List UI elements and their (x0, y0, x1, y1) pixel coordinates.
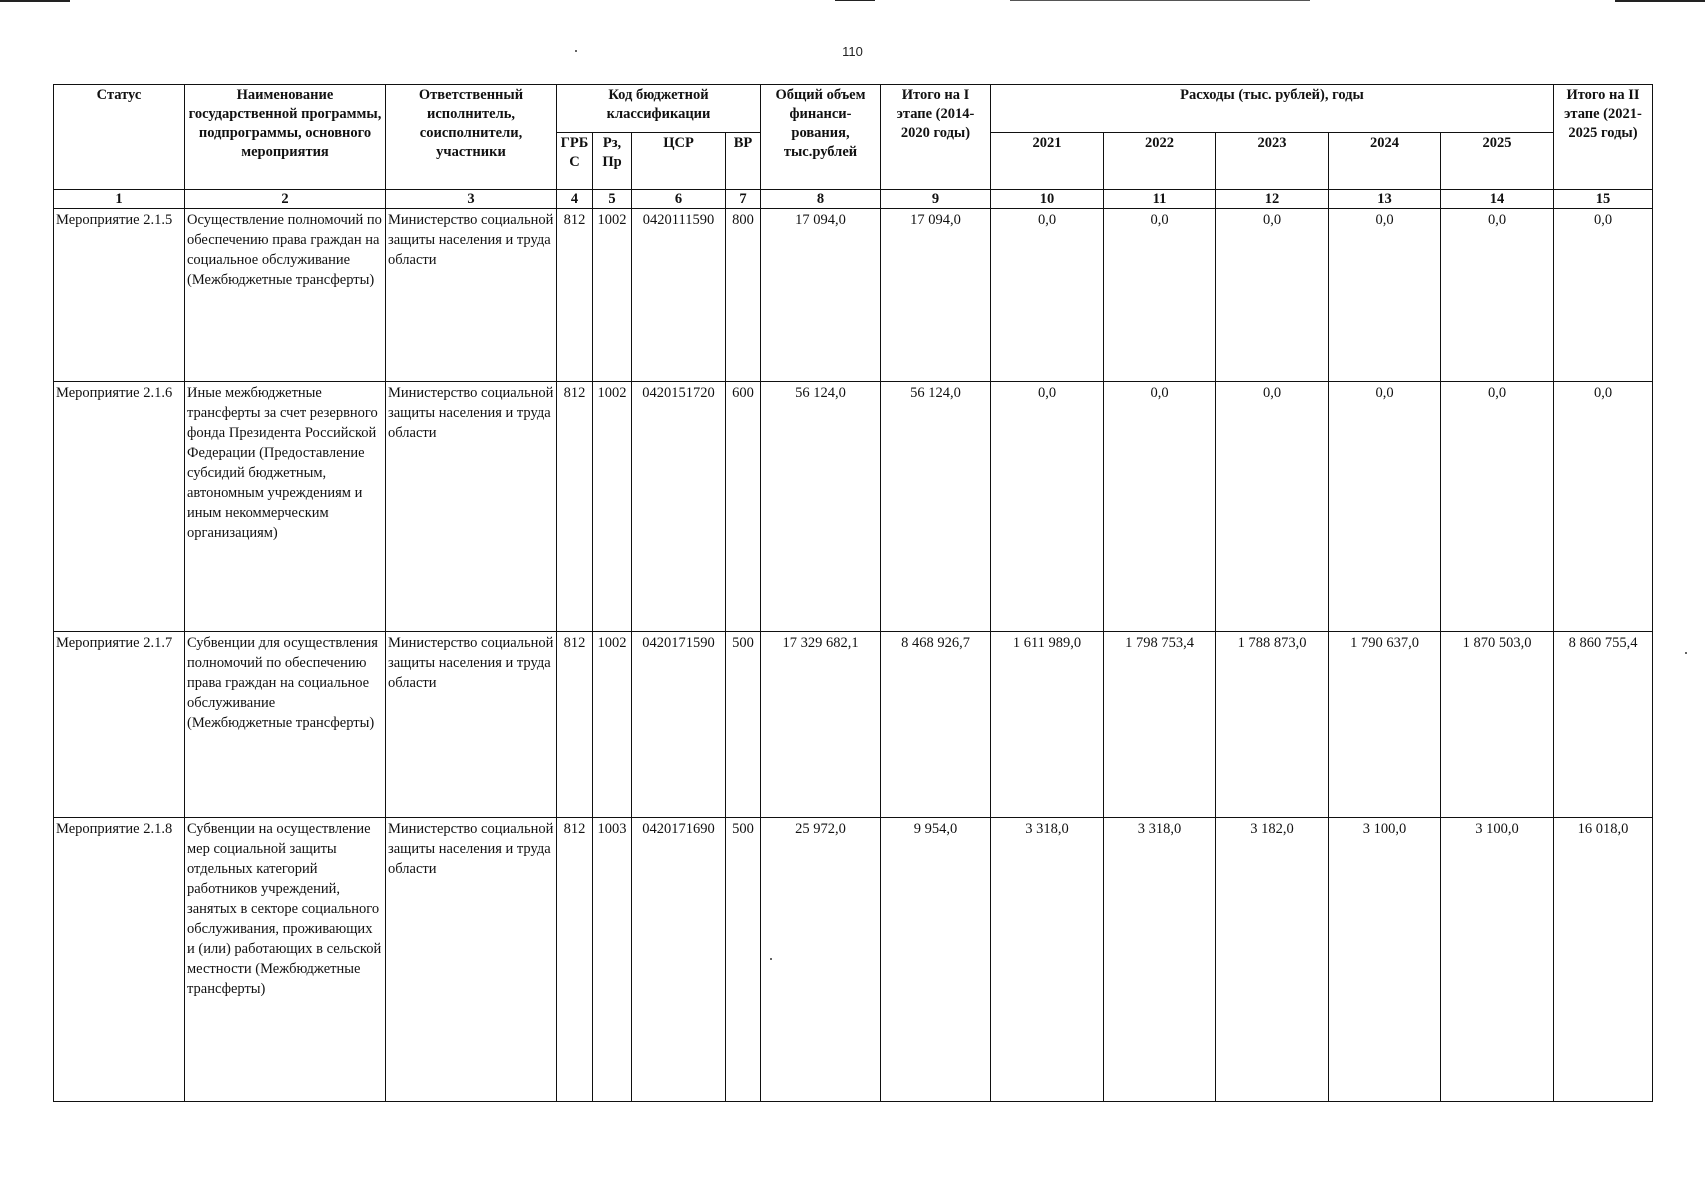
row-name: Субвенции на осуществление мер социальной защиты отдельных категорий работников учреждений, занятых в секторе социального обслуживания, проживающих и (или) работающих в сельской местности (Межбюджетные трансферты) (185, 818, 386, 1102)
row-total: 25 972,0 (761, 818, 881, 1102)
header-vr: ВР (726, 133, 761, 190)
table-row-2-1-5 (54, 209, 1653, 382)
row-total: 56 124,0 (761, 382, 881, 632)
header-year-2025: 2025 (1441, 133, 1554, 190)
row-status: Мероприятие 2.1.7 (54, 632, 185, 818)
row-vr: 500 (726, 632, 761, 818)
column-number: 2 (185, 190, 386, 209)
row-grbs: 812 (557, 632, 593, 818)
header-stage2: Итого на II этапе (2021- 2025 годы) (1554, 85, 1653, 190)
column-number: 8 (761, 190, 881, 209)
row-stage2: 0,0 (1554, 209, 1653, 382)
row-grbs: 812 (557, 209, 593, 382)
column-number: 3 (386, 190, 557, 209)
row-2023: 0,0 (1216, 209, 1329, 382)
row-grbs: 812 (557, 382, 593, 632)
row-2024: 0,0 (1329, 209, 1441, 382)
column-number: 5 (593, 190, 632, 209)
header-name: Наименование государственной программы, подпрограммы, основного мероприятия (185, 85, 386, 190)
row-responsible: Министерство социальной защиты населения и труда области (386, 382, 557, 632)
header-year-2023: 2023 (1216, 133, 1329, 190)
scan-edge-line-right (1010, 0, 1310, 1)
row-2025: 1 870 503,0 (1441, 632, 1554, 818)
scan-speck (1685, 652, 1687, 654)
column-number: 7 (726, 190, 761, 209)
row-stage2: 8 860 755,4 (1554, 632, 1653, 818)
table-row-2-1-7 (54, 632, 1653, 818)
row-2025: 3 100,0 (1441, 818, 1554, 1102)
row-2023: 1 788 873,0 (1216, 632, 1329, 818)
table-row-2-1-8 (54, 818, 1653, 1102)
row-2022: 0,0 (1104, 209, 1216, 382)
row-2025: 0,0 (1441, 209, 1554, 382)
row-vr: 500 (726, 818, 761, 1102)
page-number: 110 (842, 44, 863, 59)
row-status: Мероприятие 2.1.5 (54, 209, 185, 382)
row-2024: 1 790 637,0 (1329, 632, 1441, 818)
row-csr: 0420171690 (632, 818, 726, 1102)
row-2021: 0,0 (991, 382, 1104, 632)
header-expenses: Расходы (тыс. рублей), годы (991, 85, 1554, 133)
header-stage1: Итого на I этапе (2014-2020 годы) (881, 85, 991, 190)
row-csr: 0420171590 (632, 632, 726, 818)
row-rzpr: 1002 (593, 209, 632, 382)
column-number-row (54, 190, 1653, 209)
row-2022: 0,0 (1104, 382, 1216, 632)
header-year-2024: 2024 (1329, 133, 1441, 190)
column-number: 14 (1441, 190, 1554, 209)
header-year-2021: 2021 (991, 133, 1104, 190)
row-2022: 1 798 753,4 (1104, 632, 1216, 818)
scan-edge-line-center (835, 0, 875, 1)
row-2022: 3 318,0 (1104, 818, 1216, 1102)
row-total: 17 329 682,1 (761, 632, 881, 818)
row-rzpr: 1002 (593, 632, 632, 818)
row-2025: 0,0 (1441, 382, 1554, 632)
row-2021: 0,0 (991, 209, 1104, 382)
header-grbs: ГРБ С (557, 133, 593, 190)
row-status: Мероприятие 2.1.6 (54, 382, 185, 632)
row-responsible: Министерство социальной защиты населения и труда области (386, 818, 557, 1102)
row-grbs: 812 (557, 818, 593, 1102)
row-status: Мероприятие 2.1.8 (54, 818, 185, 1102)
header-responsible: Ответственный исполнитель, соисполнители, участники (386, 85, 557, 190)
row-name: Иные межбюджетные трансферты за счет резервного фонда Президента Российской Федерации (Предоставление субсидий бюджетным, автономным учреждениям и иным некоммерческим организациям) (185, 382, 386, 632)
header-budget-code: Код бюджетной классификации (557, 85, 761, 133)
row-stage2: 0,0 (1554, 382, 1653, 632)
row-responsible: Министерство социальной защиты населения и труда области (386, 632, 557, 818)
row-stage1: 56 124,0 (881, 382, 991, 632)
row-name: Осуществление полномочий по обеспечению права граждан на социальное обслуживание (Межбюджетные трансферты) (185, 209, 386, 382)
column-number: 4 (557, 190, 593, 209)
row-csr: 0420151720 (632, 382, 726, 632)
column-number: 10 (991, 190, 1104, 209)
column-number: 15 (1554, 190, 1653, 209)
row-responsible: Министерство социальной защиты населения и труда области (386, 209, 557, 382)
row-stage1: 8 468 926,7 (881, 632, 991, 818)
column-number: 1 (54, 190, 185, 209)
row-name: Субвенции для осуществления полномочий по обеспечению права граждан на социальное обслуживание (Межбюджетные трансферты) (185, 632, 386, 818)
header-year-2022: 2022 (1104, 133, 1216, 190)
header-status: Статус (54, 85, 185, 190)
column-number: 6 (632, 190, 726, 209)
row-vr: 800 (726, 209, 761, 382)
row-stage1: 17 094,0 (881, 209, 991, 382)
row-csr: 0420111590 (632, 209, 726, 382)
row-stage2: 16 018,0 (1554, 818, 1653, 1102)
row-total: 17 094,0 (761, 209, 881, 382)
row-2023: 3 182,0 (1216, 818, 1329, 1102)
column-number: 12 (1216, 190, 1329, 209)
row-2021: 3 318,0 (991, 818, 1104, 1102)
header-total: Общий объем финанси- рования, тыс.рублей (761, 85, 881, 190)
column-number: 13 (1329, 190, 1441, 209)
row-vr: 600 (726, 382, 761, 632)
budget-table (53, 84, 1653, 1102)
column-number: 9 (881, 190, 991, 209)
row-rzpr: 1002 (593, 382, 632, 632)
column-number: 11 (1104, 190, 1216, 209)
row-2024: 0,0 (1329, 382, 1441, 632)
row-2024: 3 100,0 (1329, 818, 1441, 1102)
row-rzpr: 1003 (593, 818, 632, 1102)
row-2021: 1 611 989,0 (991, 632, 1104, 818)
row-stage1: 9 954,0 (881, 818, 991, 1102)
header-csr: ЦСР (632, 133, 726, 190)
row-2023: 0,0 (1216, 382, 1329, 632)
header-rzpr: Рз, Пр (593, 133, 632, 190)
table-row-2-1-6 (54, 382, 1653, 632)
scan-edge-line-left (0, 0, 70, 2)
scan-edge-line-far-right (1615, 0, 1705, 2)
